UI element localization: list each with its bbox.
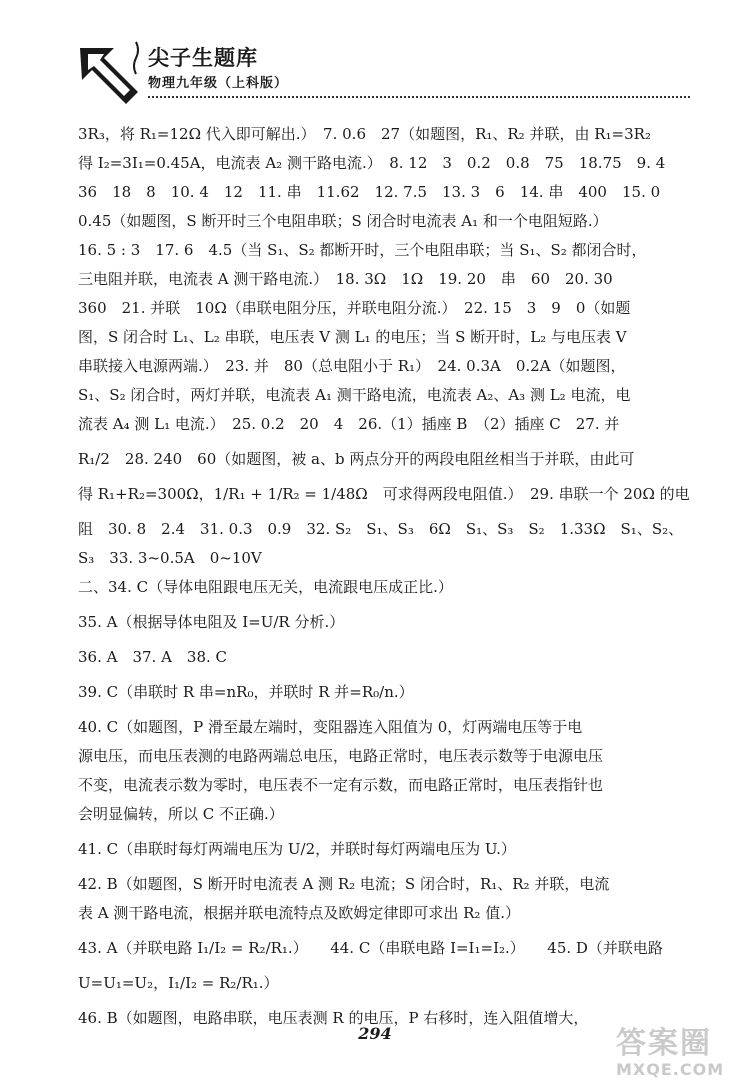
text-line: 35. A（根据导体电阻及 I=U/R 分析.） [78,613,345,631]
watermark-text: 答案圈 [616,1026,712,1061]
text-line: 不变，电流表示数为零时，电压表不一定有示数，而电路正常时，电压表指针也 [78,776,604,794]
text-line: 46. B（如题图，电路串联，电压表测 R 的电压，P 右移时，连入阻值增大， [78,1009,589,1027]
text-line: 串联接入电源两端.） 23. 并 80（总电阻小于 R₁） 24. 0.3A 0.2A（如题图， [78,357,626,375]
text-line: 36. A 37. A 38. C [78,648,228,666]
text-line: S₁、S₂ 闭合时，两灯并联，电流表 A₁ 测干路电流，电流表 A₂、A₃ 测 L₂ 电流，电 [78,386,631,404]
page-number: 294 [358,1024,392,1043]
book-title: 尖子生题库 [148,46,258,70]
answer-text [78,120,698,1033]
text-line: 二、34. C（导体电阻跟电压无关，电流跟电压成正比.） [78,578,453,596]
watermark-url: MXQE.COM [616,1060,725,1079]
text-line: 图，S 闭合时 L₁、L₂ 串联，电压表 V 测 L₁ 的电压；当 S 断开时，L₂ 与电压表 V [78,328,627,346]
watermark [616,1028,746,1086]
text-line: 41. C（串联时每灯两端电压为 U/2，并联时每灯两端电压为 U.） [78,840,516,858]
text-line: 得 R₁+R₂=300Ω，1/R₁ + 1/R₂ = 1/48Ω 可求得两段电阻值.） 29. 串联一个 20Ω 的电 [78,485,690,503]
text-line: 40. C（如题图，P 滑至最左端时，变阻器连入阻值为 0，灯两端电压等于电 [78,718,583,736]
text-line: 阻 30. 8 2.4 31. 0.3 0.9 32. S₂ S₁、S₃ 6Ω S₁、S₃ S₂ 1.33Ω S₁、S₂、 [78,520,684,538]
text-line: U=U₁=U₂，I₁/I₂ = R₂/R₁.） [78,974,279,992]
text-line: 16. 5 : 3 17. 6 4.5（当 S₁、S₂ 都断开时，三个电阻串联；当 S₁、S₂ 都闭合时， [78,241,647,259]
text-line: 3R₃，将 R₁=12Ω 代入即可解出.） 7. 0.6 27（如题图，R₁、R₂ 并联，由 R₁=3R₂ [78,125,651,143]
text-line: 会明显偏转，所以 C 不正确.） [78,805,284,823]
header-divider [148,96,690,98]
text-line: R₁/2 28. 240 60（如题图，被 a、b 两点分开的两段电阻丝相当于并联，由此可 [78,450,635,468]
text-line: 42. B（如题图，S 断开时电流表 A 测 R₂ 电流；S 闭合时，R₁、R₂ 并联，电流 [78,875,610,893]
text-line: 0.45（如题图，S 断开时三个电阻串联；S 闭合时电流表 A₁ 和一个电阻短路.） [78,212,608,230]
page-header [70,28,690,108]
text-line: 43. A（并联电路 I₁/I₂ = R₂/R₁.） 44. C（串联电路 I=I₁=I₂.） 45. D（并联电路 [78,939,663,957]
text-line: 36 18 8 10. 4 12 11. 串 11.62 12. 7.5 13. 3 6 14. 串 400 15. 0 [78,183,661,201]
text-line: S₃ 33. 3~0.5A 0~10V [78,549,262,567]
text-line: 表 A 测干路电流，根据并联电流特点及欧姆定律即可求出 R₂ 值.） [78,904,520,922]
text-line: 39. C（串联时 R 串=nR₀，并联时 R 并=R₀/n.） [78,683,414,701]
arrow-logo-icon [74,40,144,110]
text-line: 源电压，而电压表测的电路两端总电压，电路正常时，电压表示数等于电源电压 [78,747,604,765]
text-line: 360 21. 并联 10Ω（串联电阻分压，并联电阻分流.） 22. 15 3 9 0（如题 [78,299,631,317]
book-subtitle: 物理九年级（上科版） [148,76,289,91]
text-line: 得 I₂=3I₁=0.45A，电流表 A₂ 测干路电流.） 8. 12 3 0.2 0.8 75 18.75 9. 4 [78,154,666,172]
text-line: 三电阻并联，电流表 A 测干路电流.） 18. 3Ω 1Ω 19. 20 串 60 20. 30 [78,270,613,288]
text-line: 流表 A₄ 测 L₁ 电流.） 25. 0.2 20 4 26.（1）插座 B （2）插座 C 27. 并 [78,415,620,433]
